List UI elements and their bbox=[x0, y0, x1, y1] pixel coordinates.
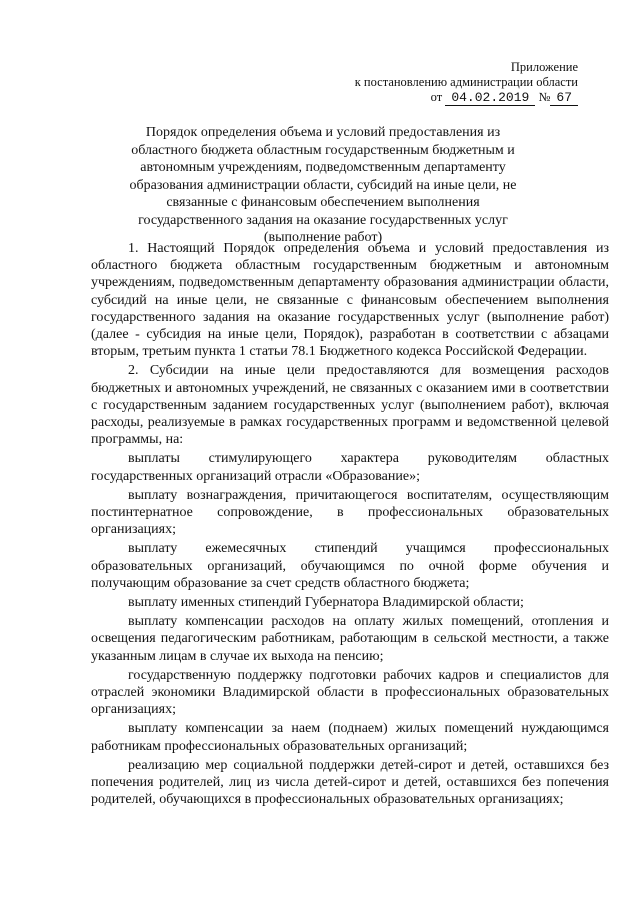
document-title: Порядок определения объема и условий предоставления из областного бюджета областным государственным бюджетным и автономным учреждениям, подведомственным департаменту образования администрации области, субсидий на иные цели, не связанные с финансовым обеспечением выполнения государственного задания на оказание государственных услуг (выполнение работ) bbox=[129, 125, 517, 245]
paragraph: 2. Субсидии на иные цели предоставляются для возмещения расходов бюджетных и автономных учреждений, не связанных с оказанием ими в соответствии с государственным заданием государственных услуг (выполнением работ), включая расходы, реализуемые в рамках государственных программ и ведомственной целевой программы, на: bbox=[91, 363, 609, 448]
paragraph: государственную поддержку подготовки рабочих кадров и специалистов для отраслей экономики Владимирской области в профессиональных образовательных организациях; bbox=[91, 667, 609, 718]
number-prefix: № bbox=[538, 90, 551, 104]
paragraph: выплату именных стипендий Губернатора Владимирской области; bbox=[128, 595, 524, 611]
appendix-date-line bbox=[355, 90, 578, 105]
appendix-reference: к постановлению администрации области bbox=[354, 75, 578, 89]
date-prefix: от bbox=[430, 90, 443, 104]
appendix-block bbox=[355, 60, 578, 105]
document-body bbox=[91, 240, 609, 811]
number-value: 67 bbox=[550, 90, 578, 106]
appendix-label: Приложение bbox=[510, 60, 578, 74]
date-value: 04.02.2019 bbox=[445, 90, 535, 106]
paragraph: выплату компенсации за наем (поднаем) жилых помещений нуждающимся работникам профессиональных образовательных организаций; bbox=[91, 721, 609, 754]
paragraph: выплату ежемесячных стипендий учащимся профессиональных образовательных организаций, обучающимся по очной форме обучения и получающим образование за счет средств областного бюджета; bbox=[91, 541, 609, 591]
paragraph: выплату вознаграждения, причитающегося воспитателям, осуществляющим постинтернатное сопровождение, в профессиональных образовательных организациях; bbox=[91, 487, 609, 538]
paragraph: реализацию мер социальной поддержки детей-сирот и детей, оставшихся без попечения родителей, лиц из числа детей-сирот и детей, оставшихся без попечения родителей, обучающихся в профессиональных образовательных организациях; bbox=[91, 757, 609, 808]
paragraph: выплаты стимулирующего характера руководителям областных государственных организаций отрасли «Образование»; bbox=[91, 451, 609, 484]
paragraph: 1. Настоящий Порядок определения объема и условий предоставления из областного бюджета областным государственным бюджетным и автономным учреждениям, подведомственным департаменту образования администрации области, субсидий на иные цели, не связанные с финансовым обеспечением выполнения государственного задания на оказание государственных услуг (выполнение работ) (далее - субсидия на иные цели, Порядок), разработан в соответствии с абзацами вторым, третьим пункта 1 статьи 78.1 Бюджетного кодекса Российской Федерации. bbox=[91, 241, 609, 360]
paragraph: выплату компенсации расходов на оплату жилых помещений, отопления и освещения педагогическим работникам, работающим в сельской местности, а также указанным лицам в случае их выхода на пенсию; bbox=[91, 614, 609, 664]
